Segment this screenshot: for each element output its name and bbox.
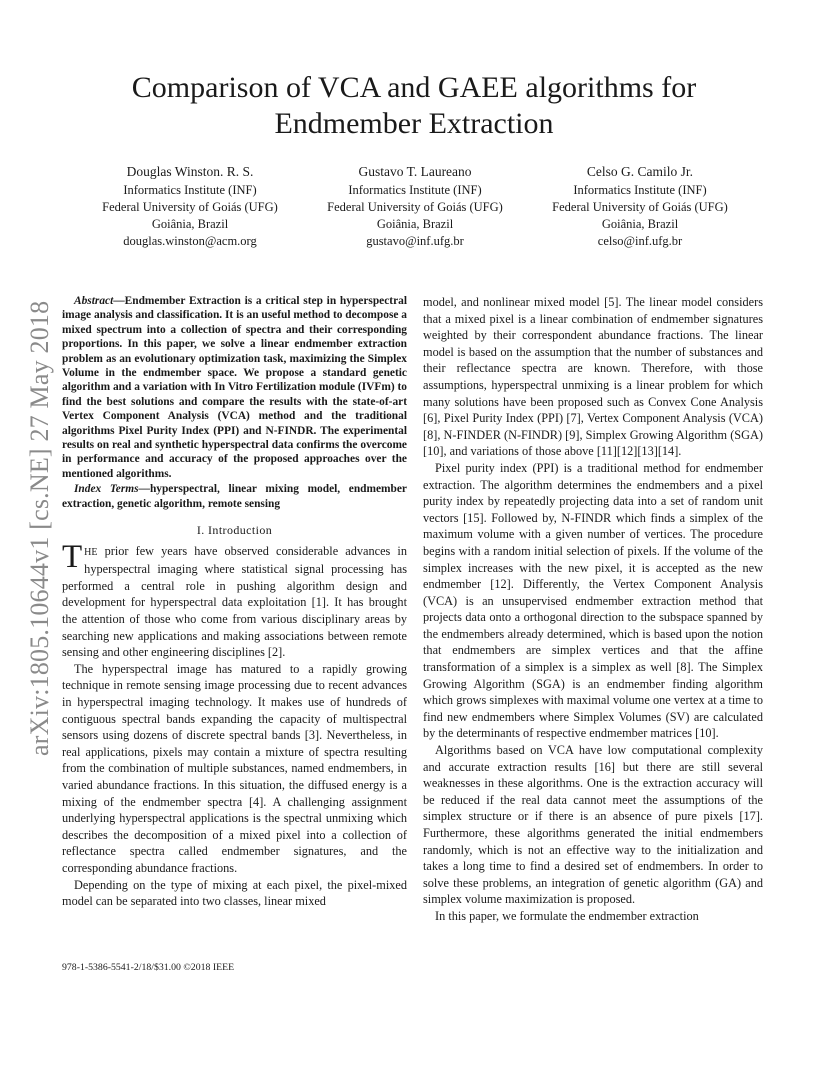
author-city: Goiânia, Brazil bbox=[151, 217, 229, 231]
index-terms bbox=[62, 482, 407, 511]
copyright-footer: 978-1-5386-5541-2/18/$31.00 ©2018 IEEE bbox=[62, 962, 235, 973]
author-2 bbox=[305, 163, 525, 250]
author-city: Goiânia, Brazil bbox=[376, 217, 454, 231]
abstract-lead: Abstract bbox=[74, 295, 114, 307]
author-name: Celso G. Camilo Jr. bbox=[586, 164, 694, 179]
author-univ: Federal University of Goiás (UFG) bbox=[102, 200, 278, 214]
author-name: Gustavo T. Laureano bbox=[358, 164, 472, 179]
author-dept: Informatics Institute (INF) bbox=[123, 183, 257, 197]
author-univ: Federal University of Goiás (UFG) bbox=[327, 200, 503, 214]
index-terms-text: —hyperspectral, linear mixing model, endmember extraction, genetic algorithm, remote sensing bbox=[62, 483, 407, 510]
index-terms-lead: Index Terms bbox=[74, 483, 139, 496]
author-univ: Federal University of Goiás (UFG) bbox=[552, 200, 728, 214]
author-3 bbox=[530, 163, 750, 250]
right-paragraph-4: In this paper, we formulate the endmember extraction bbox=[435, 908, 699, 923]
right-paragraph-3: Algorithms based on VCA have low computational complexity and accurate extraction results [16] but there are still several weaknesses in these algorithms. One is the extraction accuracy will be reduced if the real data cannot meet the assumptions of the simplex structure or if there is an absence of pure pixels [17]. Furthermore, these algorithms generated the initial endmembers randomly, which is not an effective way to the initialization and takes a long time to find a desired set of endmembers. In order to solve these problems, an integration of genetic algorithm (GA) and simplex volume maximization is proposed. bbox=[423, 743, 763, 907]
arxiv-stamp: arXiv:1805.10644v1 [cs.NE] 27 May 2018 bbox=[25, 300, 54, 756]
abstract bbox=[62, 294, 407, 481]
small-caps-lead: HE bbox=[84, 546, 98, 558]
intro-paragraph-3: Depending on the type of mixing at each pixel, the pixel-mixed model can be separated into two classes, linear mixed bbox=[62, 877, 407, 909]
intro-paragraph-2: The hyperspectral image has matured to a rapidly growing technique in remote sensing image processing due to recent advances in hyperspectral imaging technology. It makes use of hundreds of contiguous spectral bands expanding the capacity of multispectral sensors using dozens of discrete spectral bands [3]. Nevertheless, in real applications, pixels may contain a mixture of spectra resulting from the combination of multiple substances, named endmembers, in varied abundance fractions. In this situation, the diffused energy is a mixing of the endmember spectra [4]. A challenging assignment underlying hyperspectral applications is the spectral unmixing which describes the decomposition of a mixed pixel into a collection of reflectance spectra called endmember signatures, and the corresponding abundance fractions. bbox=[62, 661, 407, 875]
author-email: douglas.winston@acm.org bbox=[123, 234, 257, 248]
author-1 bbox=[80, 163, 300, 250]
left-column bbox=[62, 294, 407, 910]
paper-title: Comparison of VCA and GAEE algorithms for Endmember Extraction bbox=[131, 71, 697, 140]
author-city: Goiânia, Brazil bbox=[601, 217, 679, 231]
right-paragraph-1: model, and nonlinear mixed model [5]. The linear model considers that a mixed pixel is a linear combination of endmember signatures weighted by their correspondent abundance fractions. The linear model is based on the assumption that the number of substances and their reflectance spectra are known. Therefore, with those assumptions, hyperspectral unmixing is a linear problem for which many solutions have been proposed such as Convex Cone Analysis [6], Pixel Purity Index (PPI) [7], Vertex Component Analysis (VCA) [8], N-FINDER (N-FINDR) [9], Simplex Growing Algorithm (SGA) [10], and variations of those above [11][12][13][14]. bbox=[423, 295, 763, 459]
author-name: Douglas Winston. R. S. bbox=[126, 164, 254, 179]
intro-paragraph-1 bbox=[62, 538, 407, 661]
drop-cap: T bbox=[62, 538, 83, 575]
abstract-text: —Endmember Extraction is a critical step in hyperspectral image analysis and classification. It is an useful method to decompose a mixed spectrum into a collection of spectra and their corresponding proportions. In this paper, we solve a linear endmember extraction problem as an evolutionary optimization task, maximizing the Simplex Volume in the endmember space. We propose a standard genetic algorithm and a variation with In Vitro Fertilization module (IVFm) to find the best solutions and compare the results with the state-of-art Vertex Component Analysis (VCA) method and the traditional algorithms Pixel Purity Index (PPI) and N-FINDR. The experimental results on real and synthetic hyperspectral data confirms the overcome in performance and accuracy of the proposed approaches over the mentioned algorithms. bbox=[62, 295, 407, 480]
author-dept: Informatics Institute (INF) bbox=[573, 183, 707, 197]
author-email: celso@inf.ufg.br bbox=[597, 234, 683, 248]
author-block bbox=[80, 163, 750, 250]
author-email: gustavo@inf.ufg.br bbox=[366, 234, 464, 248]
right-column bbox=[423, 294, 763, 925]
section-heading: I. Introduction bbox=[196, 523, 273, 538]
intro-paragraph-1-text: prior few years have observed considerable advances in hyperspectral imaging where statistical signal processing has performed a central role in pushing algorithm design and development for hyperspectral data exploitation [1]. It has brought the attention of those who come from various disciplinary areas by searching new applications and making associations between remote sensing and other engineering disciplines [2]. bbox=[62, 543, 407, 660]
author-dept: Informatics Institute (INF) bbox=[348, 183, 482, 197]
right-paragraph-2: Pixel purity index (PPI) is a traditional method for endmember extraction. The algorithm determines the endmembers and a pixel purity index by repeatedly projecting data into a set of random unit vectors [15]. Followed by, N-FINDR which finds a simplex of the maximum volume with a given number of vertices. The procedure begins with a random initial selection of pixels. If the volume of the simplex increases with the new pixel, it is accepted as the new endmember [12]. Differently, the Vertex Component Analysis (VCA) is an unsupervised endmember extraction method that projects data onto a orthogonal direction to the subspace spanned by the endmembers already determined, which is based upon the notion that endmembers are simplex vertices and that the affine transformation of a simplex is a simplex as well [8]. The Simplex Growing Algorithm (SGA) is an endmember finding algorithm which grows simplexes with maximal volume one vertex at a time to find new endmembers where Simplex Volumes (SV) are calculated by the determinants of respective endmember matrices [10]. bbox=[423, 460, 763, 741]
